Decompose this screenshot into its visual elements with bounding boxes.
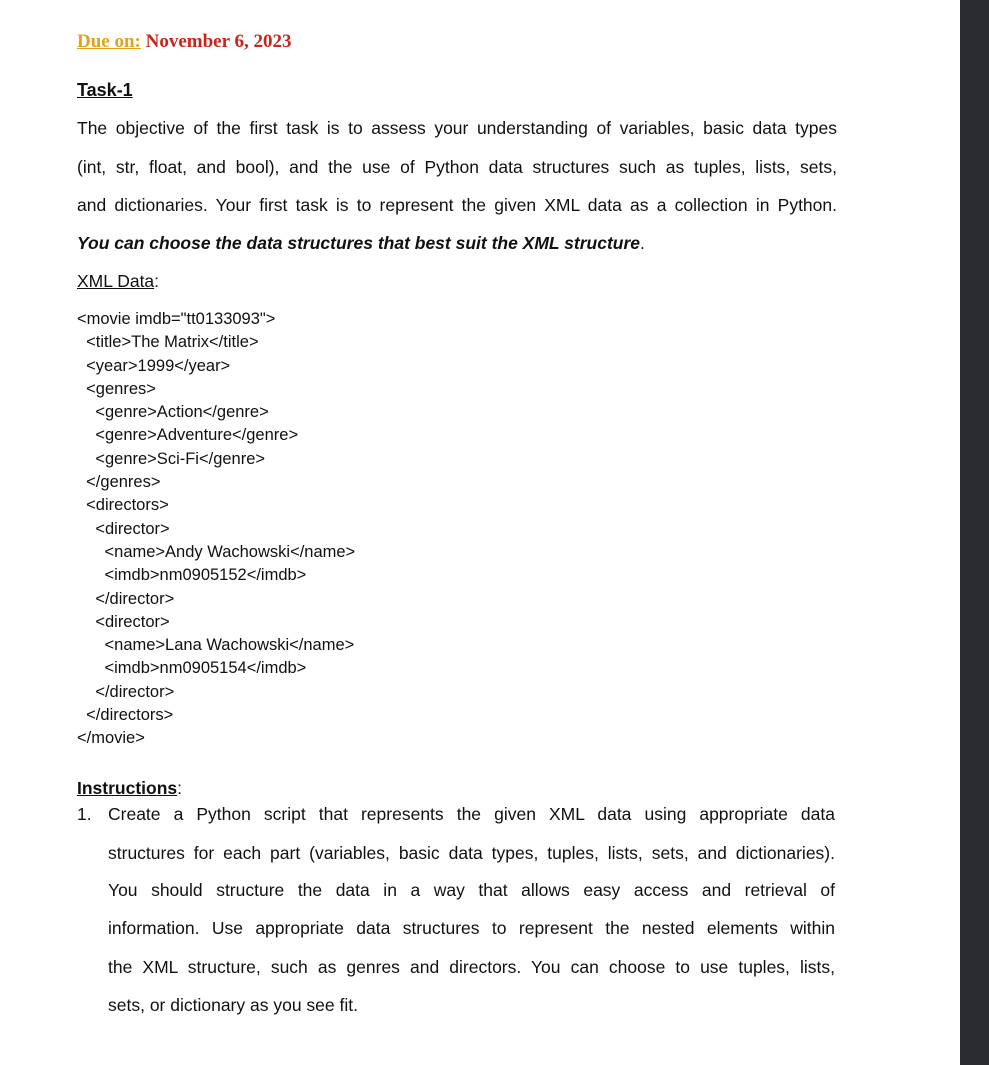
xml-code-line: <genre>Adventure</genre> xyxy=(77,426,299,445)
xml-code-line: </movie> xyxy=(77,729,145,748)
xml-data-label-text: XML Data xyxy=(77,271,155,291)
instruction-line-6: sets, or dictionary as you see fit. xyxy=(108,995,358,1015)
due-date-line xyxy=(77,31,291,53)
xml-code-line: <year>1999</year> xyxy=(77,356,231,375)
cutoff-heading xyxy=(320,0,600,4)
emphasis-text: You can choose the data structures that best suit the XML structure xyxy=(77,233,641,253)
instructions-heading-colon: : xyxy=(177,778,183,798)
xml-code-line: <directors> xyxy=(77,496,169,515)
intro-line-3: and dictionaries. Your first task is to represent the given XML data as a collection in Python. xyxy=(77,195,837,215)
xml-code-line: <imdb>nm0905154</imdb> xyxy=(77,659,307,678)
xml-code-line: <name>Lana Wachowski</name> xyxy=(77,636,355,655)
task-title: Task-1 xyxy=(77,80,133,100)
xml-code-line: <director> xyxy=(77,519,170,538)
intro-line-1: The objective of the first task is to assess your understanding of variables, basic data types xyxy=(77,118,837,138)
emphasis-period: . xyxy=(640,233,645,253)
due-label: Due on: xyxy=(77,31,141,52)
xml-code-line: </genres> xyxy=(77,473,161,492)
viewer-dark-edge xyxy=(960,0,989,1065)
xml-code-line: <genres> xyxy=(77,379,156,398)
xml-code-line: <genre>Sci-Fi</genre> xyxy=(77,449,266,468)
instructions-heading-text: Instructions xyxy=(77,778,178,798)
xml-code-line: </director> xyxy=(77,589,175,608)
instructions-heading xyxy=(77,778,182,799)
due-date: November 6, 2023 xyxy=(145,31,292,52)
instruction-line-1: Create a Python script that represents the given XML data using appropriate data xyxy=(108,804,835,824)
xml-code-line: <imdb>nm0905152</imdb> xyxy=(77,566,307,585)
emphasis-line xyxy=(77,233,837,254)
xml-code-line: <genre>Action</genre> xyxy=(77,403,269,422)
intro-line-2: (int, str, float, and bool), and the use of Python data structures such as tuples, lists, sets, xyxy=(77,157,837,177)
xml-data-label-colon: : xyxy=(154,271,160,291)
xml-code-line: </director> xyxy=(77,682,175,701)
xml-code-line: <movie imdb="tt0133093"> xyxy=(77,310,276,328)
instruction-line-4: information. Use appropriate data structures to represent the nested elements within xyxy=(108,918,835,938)
xml-data-label xyxy=(77,271,159,292)
xml-code-line: <name>Andy Wachowski</name> xyxy=(77,542,356,561)
xml-code-line: <director> xyxy=(77,612,170,631)
xml-code-block xyxy=(77,308,355,751)
xml-code-line: </directors> xyxy=(77,706,174,725)
instruction-line-3: You should structure the data in a way that allows easy access and retrieval of xyxy=(108,880,835,900)
instruction-line-5: the XML structure, such as genres and directors. You can choose to use tuples, lists, xyxy=(108,957,835,977)
instruction-line-2: structures for each part (variables, basic data types, tuples, lists, sets, and dictionaries). xyxy=(108,843,835,863)
instruction-number: 1. xyxy=(77,804,92,824)
xml-code-line: <title>The Matrix</title> xyxy=(77,333,259,352)
